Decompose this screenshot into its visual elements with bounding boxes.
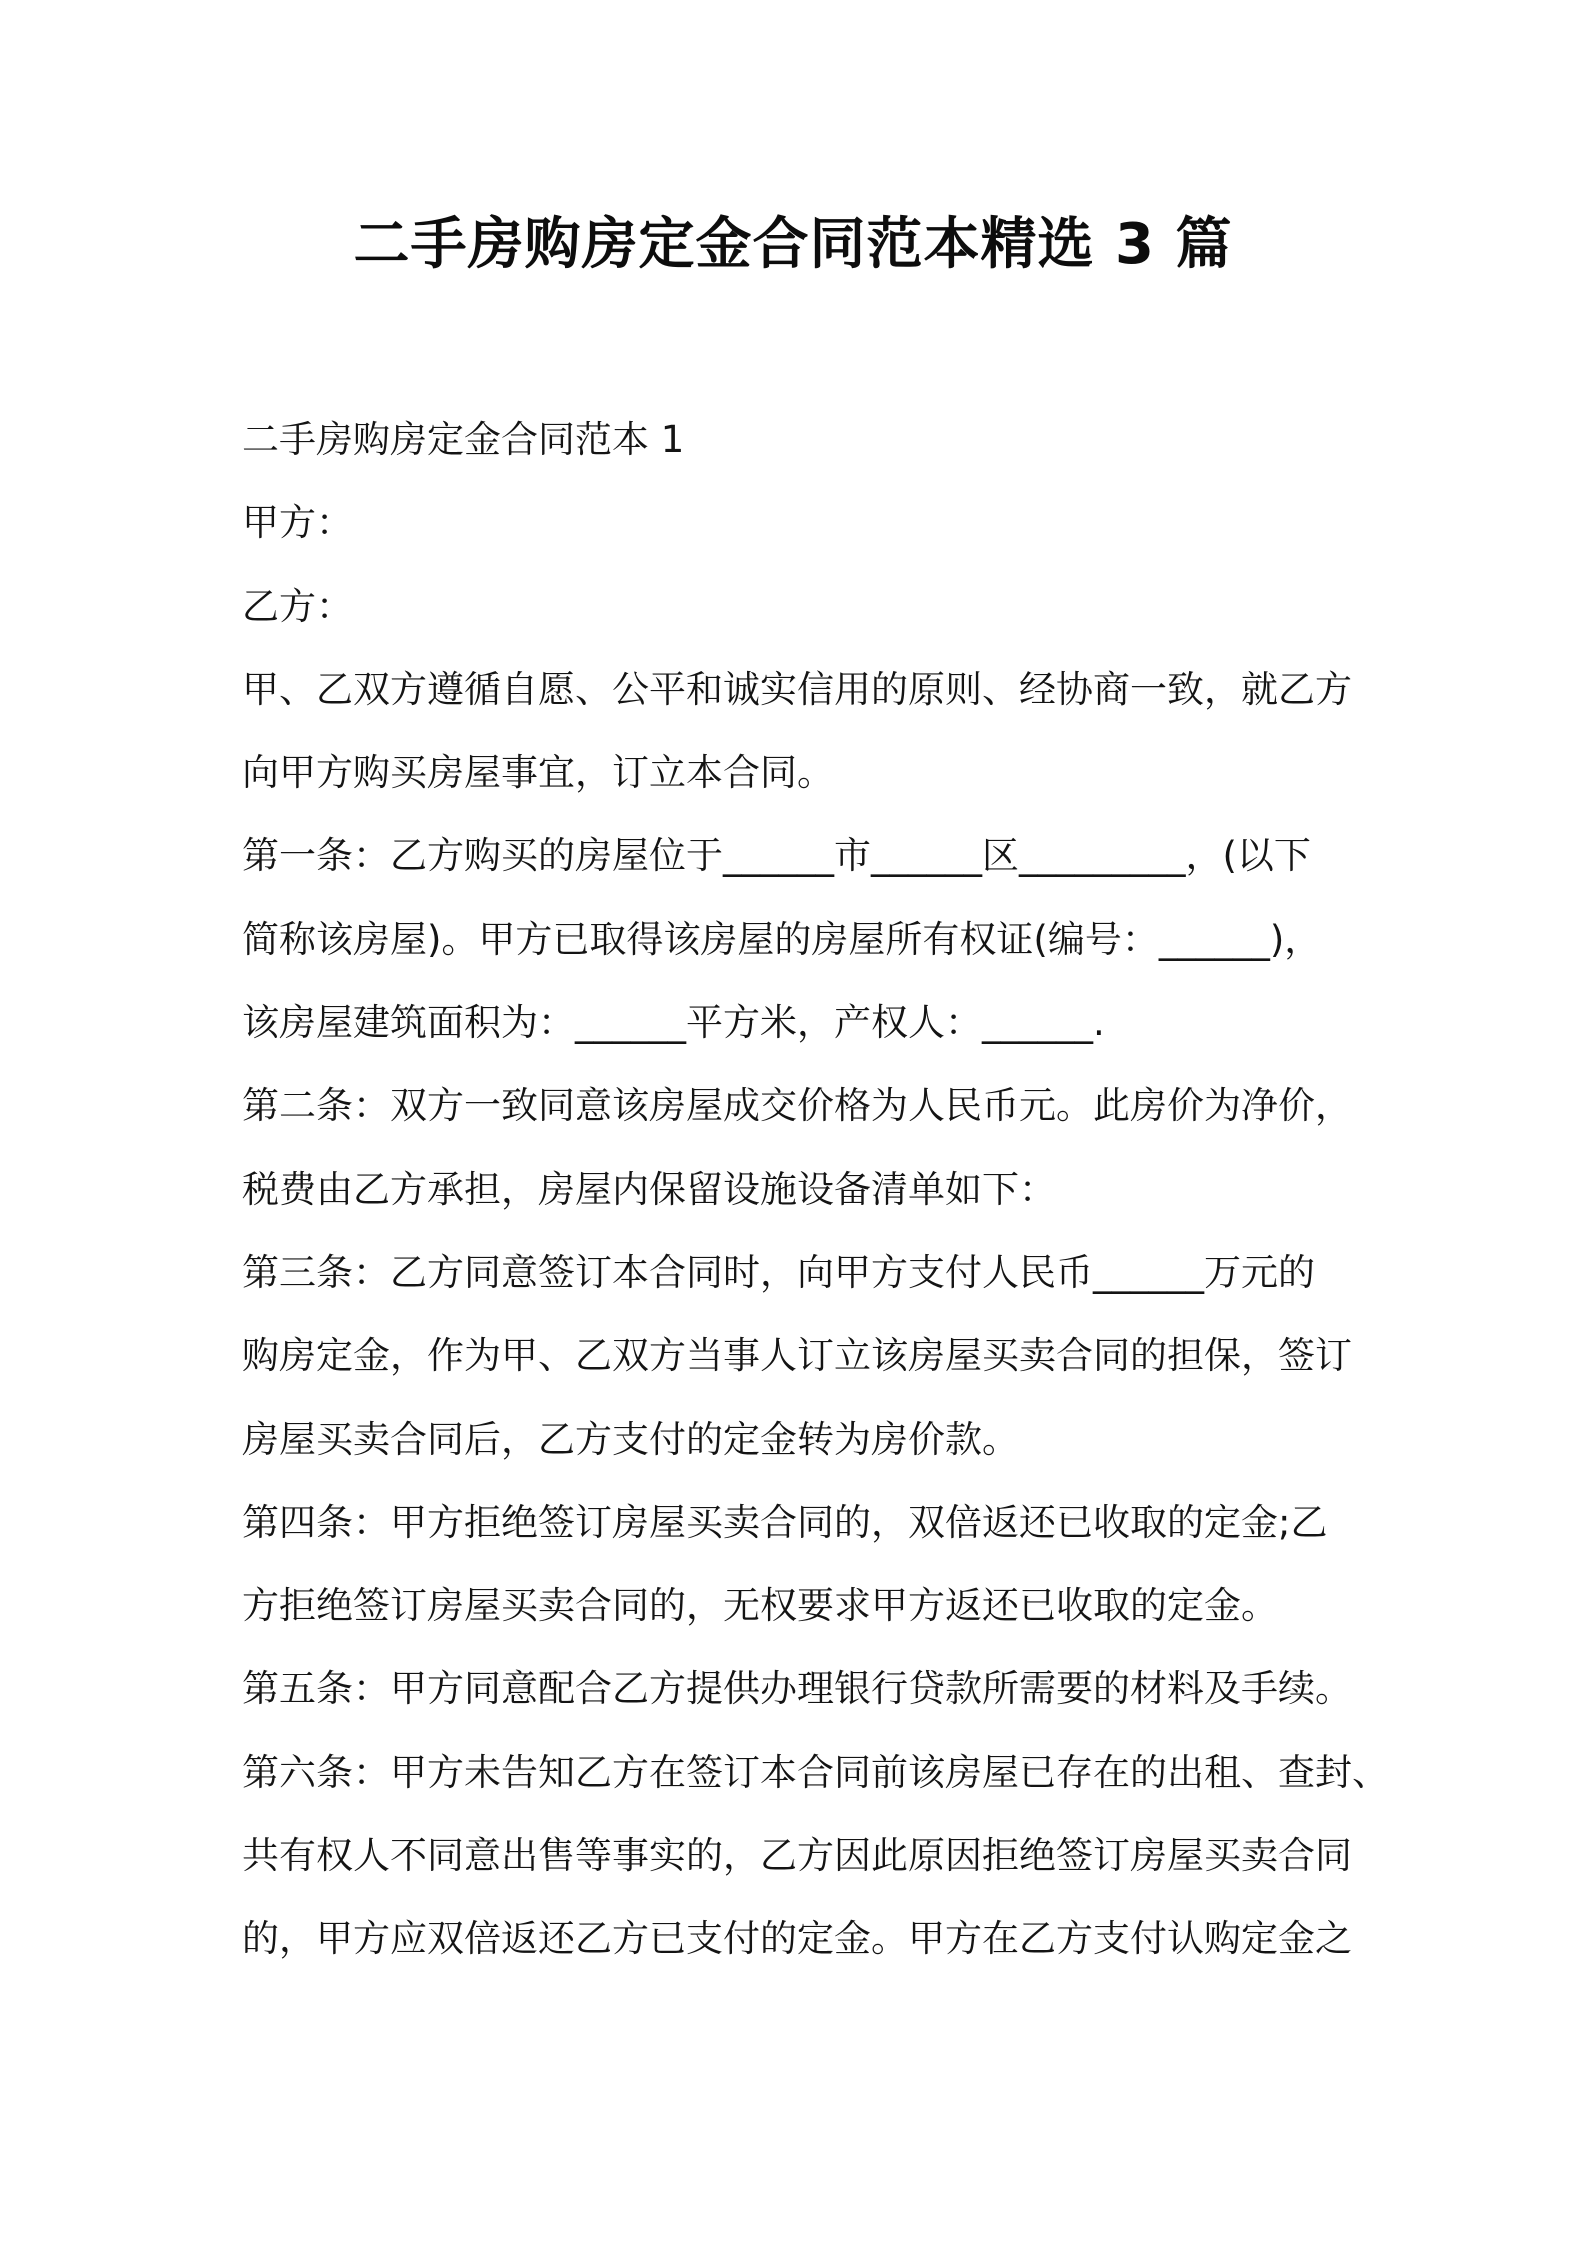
text-line: 该房屋建筑面积为：______平方米，产权人：______. [242,1001,1105,1045]
text-line: 简称该房屋)。甲方已取得该房屋的房屋所有权证(编号：______)， [242,917,1322,961]
text-line: 房屋买卖合同后，乙方支付的定金转为房价款。 [242,1417,1019,1461]
text-line: 共有权人不同意出售等事实的，乙方因此原因拒绝签订房屋买卖合同 [242,1834,1352,1878]
clause-6-line: 第六条：甲方未告知乙方在签订本合同前该房屋已存在的出租、查封、 [242,1750,1389,1794]
clause-4-line: 第四条：甲方拒绝签订房屋买卖合同的，双倍返还已收取的定金;乙 [242,1500,1328,1544]
text-line: 税费由乙方承担，房屋内保留设施设备清单如下： [242,1167,1056,1211]
clause-1-line: 第一条：乙方购买的房屋位于______市______区_________，(以下 [242,834,1311,878]
text-line: 的，甲方应双倍返还乙方已支付的定金。甲方在乙方支付认购定金之 [242,1917,1352,1961]
document-title: 二手房购房定金合同范本精选 3 篇 [353,212,1233,277]
text-line: 甲、乙双方遵循自愿、公平和诚实信用的原则、经协商一致，就乙方 [242,667,1352,711]
party-a-line: 甲方： [242,501,353,545]
section-heading: 二手房购房定金合同范本 1 [242,418,685,461]
party-b-line: 乙方： [242,584,353,628]
clause-5-line: 第五条：甲方同意配合乙方提供办理银行贷款所需要的材料及手续。 [242,1667,1352,1711]
text-line: 向甲方购买房屋事宜，订立本合同。 [242,751,834,795]
text-line: 方拒绝签订房屋买卖合同的，无权要求甲方返还已收取的定金。 [242,1584,1278,1628]
document-body [242,398,1389,1981]
clause-2-line: 第二条：双方一致同意该房屋成交价格为人民币元。此房价为净价， [242,1084,1352,1128]
text-line: 购房定金，作为甲、乙双方当事人订立该房屋买卖合同的担保，签订 [242,1334,1352,1378]
clause-3-line: 第三条：乙方同意签订本合同时，向甲方支付人民币______万元的 [242,1250,1315,1294]
